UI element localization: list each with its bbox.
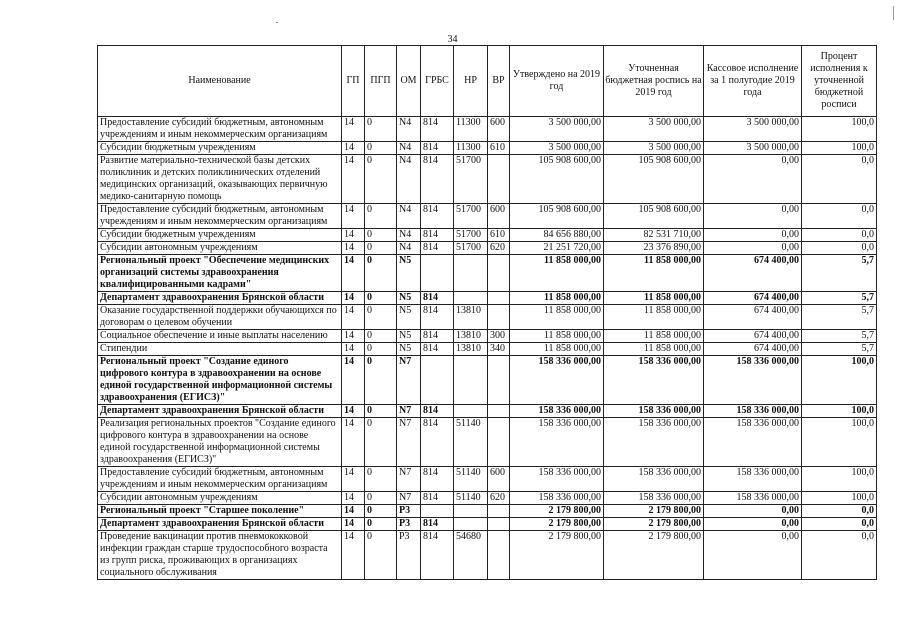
nr-cell	[454, 292, 488, 305]
approved-cell: 11 858 000,00	[510, 330, 604, 343]
table-row	[98, 531, 877, 580]
pgp-cell: 0	[365, 155, 397, 204]
approved-cell: 3 500 000,00	[510, 117, 604, 142]
table-row	[98, 492, 877, 505]
vr-cell	[488, 518, 510, 531]
pgp-cell: 0	[365, 505, 397, 518]
om-cell: P3	[397, 531, 421, 580]
gp-cell: 14	[342, 505, 365, 518]
header-om: ОМ	[397, 46, 421, 117]
om-cell: N5	[397, 292, 421, 305]
name-cell: Предоставление субсидий бюджетным, автономным учреждениям и иным некоммерческим организациям	[98, 117, 342, 142]
table-row	[98, 292, 877, 305]
vr-cell	[488, 405, 510, 418]
grbs-cell: 814	[421, 467, 454, 492]
vr-cell: 340	[488, 343, 510, 356]
pgp-cell: 0	[365, 518, 397, 531]
table-row	[98, 229, 877, 242]
grbs-cell: 814	[421, 229, 454, 242]
om-cell: N7	[397, 356, 421, 405]
gp-cell: 14	[342, 292, 365, 305]
revised-cell: 158 336 000,00	[604, 467, 704, 492]
grbs-cell	[421, 505, 454, 518]
page-number: 34	[447, 34, 458, 45]
vr-cell	[488, 531, 510, 580]
table-row	[98, 405, 877, 418]
revised-cell: 11 858 000,00	[604, 305, 704, 330]
name-cell: Реализация региональных проектов "Создание единого цифрового контура в здравоохранении на основе единой государственной информационной системы здравоохранения (ЕГИСЗ)"	[98, 418, 342, 467]
header-vr: ВР	[488, 46, 510, 117]
name-cell: Региональный проект "Обеспечение медицинских организаций системы здравоохранения квалифицированными кадрами"	[98, 255, 342, 292]
name-cell: Субсидии автономным учреждениям	[98, 492, 342, 505]
grbs-cell	[421, 356, 454, 405]
percent-cell: 5,7	[802, 305, 877, 330]
approved-cell: 158 336 000,00	[510, 418, 604, 467]
table-row	[98, 255, 877, 292]
vr-cell: 300	[488, 330, 510, 343]
om-cell: N4	[397, 204, 421, 229]
gp-cell: 14	[342, 492, 365, 505]
gp-cell: 14	[342, 142, 365, 155]
percent-cell: 100,0	[802, 356, 877, 405]
gp-cell: 14	[342, 155, 365, 204]
table-row	[98, 467, 877, 492]
vr-cell	[488, 505, 510, 518]
vr-cell	[488, 255, 510, 292]
pgp-cell: 0	[365, 117, 397, 142]
om-cell: N4	[397, 117, 421, 142]
om-cell: N4	[397, 229, 421, 242]
nr-cell: 51140	[454, 467, 488, 492]
nr-cell: 51140	[454, 492, 488, 505]
om-cell: P3	[397, 505, 421, 518]
approved-cell: 2 179 800,00	[510, 518, 604, 531]
gp-cell: 14	[342, 531, 365, 580]
gp-cell: 14	[342, 242, 365, 255]
percent-cell: 0,0	[802, 229, 877, 242]
grbs-cell: 814	[421, 531, 454, 580]
approved-cell: 11 858 000,00	[510, 292, 604, 305]
gp-cell: 14	[342, 305, 365, 330]
grbs-cell: 814	[421, 204, 454, 229]
table-row	[98, 242, 877, 255]
nr-cell: 51140	[454, 418, 488, 467]
cash-cell: 674 400,00	[704, 330, 802, 343]
pgp-cell: 0	[365, 142, 397, 155]
name-cell: Предоставление субсидий бюджетным, автономным учреждениям и иным некоммерческим организациям	[98, 204, 342, 229]
gp-cell: 14	[342, 418, 365, 467]
table-row	[98, 343, 877, 356]
pgp-cell: 0	[365, 356, 397, 405]
vr-cell: 610	[488, 142, 510, 155]
cash-cell: 158 336 000,00	[704, 405, 802, 418]
vr-cell: 600	[488, 467, 510, 492]
nr-cell	[454, 405, 488, 418]
om-cell: N4	[397, 242, 421, 255]
name-cell: Социальное обеспечение и иные выплаты населению	[98, 330, 342, 343]
cash-cell: 674 400,00	[704, 305, 802, 330]
approved-cell: 84 656 880,00	[510, 229, 604, 242]
percent-cell: 5,7	[802, 330, 877, 343]
vr-cell: 610	[488, 229, 510, 242]
nr-cell: 13810	[454, 330, 488, 343]
om-cell: N5	[397, 305, 421, 330]
header-cash: Кассовое исполнение за 1 полугодие 2019 года	[704, 46, 802, 117]
percent-cell: 0,0	[802, 242, 877, 255]
vr-cell	[488, 418, 510, 467]
approved-cell: 2 179 800,00	[510, 531, 604, 580]
vr-cell: 600	[488, 117, 510, 142]
percent-cell: 100,0	[802, 418, 877, 467]
om-cell: N4	[397, 142, 421, 155]
name-cell: Региональный проект "Старшее поколение"	[98, 505, 342, 518]
table-row	[98, 356, 877, 405]
pgp-cell: 0	[365, 305, 397, 330]
approved-cell: 11 858 000,00	[510, 305, 604, 330]
nr-cell: 51700	[454, 155, 488, 204]
om-cell: N5	[397, 343, 421, 356]
revised-cell: 23 376 890,00	[604, 242, 704, 255]
cash-cell: 674 400,00	[704, 292, 802, 305]
percent-cell: 0,0	[802, 518, 877, 531]
vr-cell	[488, 356, 510, 405]
revised-cell: 11 858 000,00	[604, 330, 704, 343]
cash-cell: 0,00	[704, 155, 802, 204]
name-cell: Стипендии	[98, 343, 342, 356]
revised-cell: 3 500 000,00	[604, 142, 704, 155]
header-approved: Утверждено на 2019 год	[510, 46, 604, 117]
grbs-cell: 814	[421, 242, 454, 255]
name-cell: Проведение вакцинации против пневмококковой инфекции граждан старше трудоспособного возраста из групп риска, проживающих в организациях социального обслуживания	[98, 531, 342, 580]
grbs-cell: 814	[421, 305, 454, 330]
cash-cell: 158 336 000,00	[704, 356, 802, 405]
vr-cell: 600	[488, 204, 510, 229]
header-gp: ГП	[342, 46, 365, 117]
scan-artifact	[276, 22, 278, 23]
name-cell: Департамент здравоохранения Брянской области	[98, 405, 342, 418]
cash-cell: 3 500 000,00	[704, 117, 802, 142]
grbs-cell: 814	[421, 155, 454, 204]
percent-cell: 5,7	[802, 292, 877, 305]
percent-cell: 100,0	[802, 405, 877, 418]
revised-cell: 11 858 000,00	[604, 255, 704, 292]
edge-mark	[893, 6, 894, 20]
percent-cell: 0,0	[802, 155, 877, 204]
vr-cell: 620	[488, 242, 510, 255]
percent-cell: 0,0	[802, 204, 877, 229]
cash-cell: 158 336 000,00	[704, 467, 802, 492]
revised-cell: 105 908 600,00	[604, 155, 704, 204]
header-name: Наименование	[98, 46, 342, 117]
revised-cell: 158 336 000,00	[604, 405, 704, 418]
table-row	[98, 142, 877, 155]
grbs-cell: 814	[421, 330, 454, 343]
name-cell: Предоставление субсидий бюджетным, автономным учреждениям и иным некоммерческим организациям	[98, 467, 342, 492]
grbs-cell: 814	[421, 292, 454, 305]
table-row	[98, 418, 877, 467]
header-pgp: ПГП	[365, 46, 397, 117]
gp-cell: 14	[342, 255, 365, 292]
percent-cell: 5,7	[802, 255, 877, 292]
pgp-cell: 0	[365, 255, 397, 292]
name-cell: Субсидии бюджетным учреждениям	[98, 229, 342, 242]
header-revised: Уточненная бюджетная роспись на 2019 год	[604, 46, 704, 117]
vr-cell: 620	[488, 492, 510, 505]
name-cell: Оказание государственной поддержки обучающихся по договорам о целевом обучении	[98, 305, 342, 330]
gp-cell: 14	[342, 343, 365, 356]
percent-cell: 100,0	[802, 492, 877, 505]
table-row	[98, 305, 877, 330]
approved-cell: 21 251 720,00	[510, 242, 604, 255]
grbs-cell: 814	[421, 343, 454, 356]
cash-cell: 158 336 000,00	[704, 492, 802, 505]
table-row	[98, 518, 877, 531]
cash-cell: 0,00	[704, 229, 802, 242]
approved-cell: 158 336 000,00	[510, 405, 604, 418]
approved-cell: 3 500 000,00	[510, 142, 604, 155]
revised-cell: 158 336 000,00	[604, 492, 704, 505]
pgp-cell: 0	[365, 418, 397, 467]
nr-cell: 11300	[454, 117, 488, 142]
revised-cell: 3 500 000,00	[604, 117, 704, 142]
nr-cell: 13810	[454, 305, 488, 330]
om-cell: N7	[397, 405, 421, 418]
name-cell: Департамент здравоохранения Брянской области	[98, 518, 342, 531]
name-cell: Субсидии автономным учреждениям	[98, 242, 342, 255]
gp-cell: 14	[342, 229, 365, 242]
table-row	[98, 204, 877, 229]
name-cell: Департамент здравоохранения Брянской области	[98, 292, 342, 305]
vr-cell	[488, 305, 510, 330]
vr-cell	[488, 292, 510, 305]
om-cell: N7	[397, 467, 421, 492]
pgp-cell: 0	[365, 292, 397, 305]
nr-cell: 51700	[454, 229, 488, 242]
revised-cell: 11 858 000,00	[604, 343, 704, 356]
pgp-cell: 0	[365, 467, 397, 492]
grbs-cell	[421, 255, 454, 292]
om-cell: P3	[397, 518, 421, 531]
approved-cell: 2 179 800,00	[510, 505, 604, 518]
cash-cell: 674 400,00	[704, 255, 802, 292]
percent-cell: 100,0	[802, 117, 877, 142]
cash-cell: 0,00	[704, 518, 802, 531]
table-row	[98, 505, 877, 518]
vr-cell	[488, 155, 510, 204]
table-row	[98, 155, 877, 204]
pgp-cell: 0	[365, 343, 397, 356]
gp-cell: 14	[342, 467, 365, 492]
om-cell: N5	[397, 255, 421, 292]
header-row	[98, 46, 877, 117]
header-grbs: ГРБС	[421, 46, 454, 117]
approved-cell: 158 336 000,00	[510, 492, 604, 505]
revised-cell: 2 179 800,00	[604, 518, 704, 531]
cash-cell: 0,00	[704, 531, 802, 580]
nr-cell	[454, 255, 488, 292]
revised-cell: 11 858 000,00	[604, 292, 704, 305]
cash-cell: 0,00	[704, 204, 802, 229]
nr-cell	[454, 518, 488, 531]
percent-cell: 5,7	[802, 343, 877, 356]
cash-cell: 0,00	[704, 505, 802, 518]
percent-cell: 0,0	[802, 505, 877, 518]
nr-cell: 11300	[454, 142, 488, 155]
grbs-cell: 814	[421, 117, 454, 142]
om-cell: N7	[397, 492, 421, 505]
gp-cell: 14	[342, 204, 365, 229]
approved-cell: 11 858 000,00	[510, 255, 604, 292]
percent-cell: 100,0	[802, 142, 877, 155]
revised-cell: 105 908 600,00	[604, 204, 704, 229]
gp-cell: 14	[342, 405, 365, 418]
revised-cell: 158 336 000,00	[604, 356, 704, 405]
grbs-cell: 814	[421, 405, 454, 418]
cash-cell: 158 336 000,00	[704, 418, 802, 467]
gp-cell: 14	[342, 330, 365, 343]
cash-cell: 3 500 000,00	[704, 142, 802, 155]
approved-cell: 158 336 000,00	[510, 356, 604, 405]
grbs-cell: 814	[421, 492, 454, 505]
gp-cell: 14	[342, 117, 365, 142]
nr-cell: 51700	[454, 242, 488, 255]
approved-cell: 105 908 600,00	[510, 204, 604, 229]
nr-cell: 54680	[454, 531, 488, 580]
pgp-cell: 0	[365, 229, 397, 242]
table-body	[98, 117, 877, 580]
cash-cell: 0,00	[704, 242, 802, 255]
om-cell: N7	[397, 418, 421, 467]
cash-cell: 674 400,00	[704, 343, 802, 356]
percent-cell: 0,0	[802, 531, 877, 580]
pgp-cell: 0	[365, 531, 397, 580]
name-cell: Региональный проект "Создание единого цифрового контура в здравоохранении на основе единой государственной информационной системы здравоохранения (ЕГИСЗ)"	[98, 356, 342, 405]
grbs-cell: 814	[421, 518, 454, 531]
om-cell: N5	[397, 330, 421, 343]
gp-cell: 14	[342, 518, 365, 531]
pgp-cell: 0	[365, 330, 397, 343]
approved-cell: 105 908 600,00	[510, 155, 604, 204]
nr-cell: 13810	[454, 343, 488, 356]
pgp-cell: 0	[365, 405, 397, 418]
header-nr: НР	[454, 46, 488, 117]
approved-cell: 11 858 000,00	[510, 343, 604, 356]
gp-cell: 14	[342, 356, 365, 405]
grbs-cell: 814	[421, 418, 454, 467]
nr-cell	[454, 356, 488, 405]
revised-cell: 2 179 800,00	[604, 505, 704, 518]
pgp-cell: 0	[365, 242, 397, 255]
table-row	[98, 117, 877, 142]
revised-cell: 82 531 710,00	[604, 229, 704, 242]
om-cell: N4	[397, 155, 421, 204]
grbs-cell: 814	[421, 142, 454, 155]
nr-cell: 51700	[454, 204, 488, 229]
header-percent: Процент исполнения к уточненной бюджетной росписи	[802, 46, 877, 117]
pgp-cell: 0	[365, 492, 397, 505]
pgp-cell: 0	[365, 204, 397, 229]
revised-cell: 2 179 800,00	[604, 531, 704, 580]
percent-cell: 100,0	[802, 467, 877, 492]
table-row	[98, 330, 877, 343]
name-cell: Субсидии бюджетным учреждениям	[98, 142, 342, 155]
budget-table	[97, 45, 877, 580]
nr-cell	[454, 505, 488, 518]
revised-cell: 158 336 000,00	[604, 418, 704, 467]
approved-cell: 158 336 000,00	[510, 467, 604, 492]
name-cell: Развитие материально-технической базы детских поликлиник и детских поликлинических отделений медицинских организаций, оказывающих первичную медико-санитарную помощь	[98, 155, 342, 204]
